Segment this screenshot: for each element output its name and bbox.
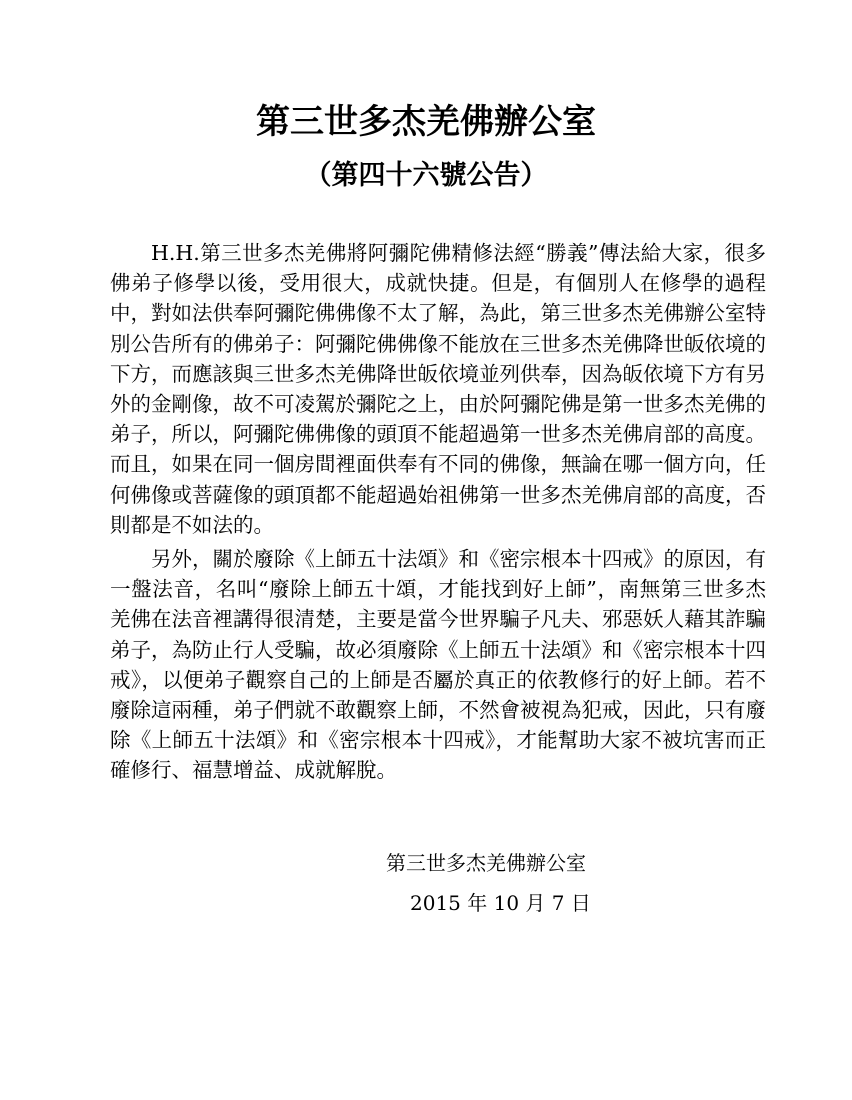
paragraph-amitabha-placement: H.H.第三世多杰羌佛將阿彌陀佛精修法經“勝義”傳法給大家，很多佛弟子修學以後，受用很大，成就快捷。但是，有個別人在修學的過程中，對如法供奉阿彌陀佛佛像不太了解，為此，第三世多杰羌佛辦公室特別公告所有的佛弟子：阿彌陀佛佛像不能放在三世多杰羌佛降世皈依境的下方，而應該與三世多杰羌佛降世皈依境並列供奉，因為皈依境下方有另外的金剛像，故不可凌駕於彌陀之上，由於阿彌陀佛是第一世多杰羌佛的弟子，所以，阿彌陀佛佛像的頭頂不能超過第一世多杰羌佛肩部的高度。而且，如果在同一個房間裡面供奉有不同的佛像，無論在哪一個方向，任何佛像或菩薩像的頭頂都不能超過始祖佛第一世多杰羌佛肩部的高度，否則都是不如法的。 xyxy=(110,241,766,537)
announcement-body xyxy=(110,238,766,786)
page-title: 第三世多杰羌佛辦公室 xyxy=(256,102,596,142)
paragraph-abolition-reason: 另外，關於廢除《上師五十法頌》和《密宗根本十四戒》的原因，有一盤法音，名叫“廢除上師五十頌，才能找到好上師”，南無第三世多杰羌佛在法音裡講得很清楚，主要是當今世界騙子凡夫、邪惡妖人藉其詐騙弟子，為防止行人受騙，故必須廢除《上師五十法頌》和《密宗根本十四戒》，以便弟子觀察自己的上師是否屬於真正的依教修行的好上師。若不廢除這兩種，弟子們就不敢觀察上師，不然會被視為犯戒，因此，只有廢除《上師五十法頌》和《密宗根本十四戒》，才能幫助大家不被坑害而正確修行、福慧增益、成就解脫。 xyxy=(110,547,766,783)
signature: 第三世多杰羌佛辦公室 xyxy=(386,851,586,875)
issue-date: 2015 年 10 月 7 日 xyxy=(410,891,591,915)
announcement-number: （第四十六號公告） xyxy=(304,160,548,191)
